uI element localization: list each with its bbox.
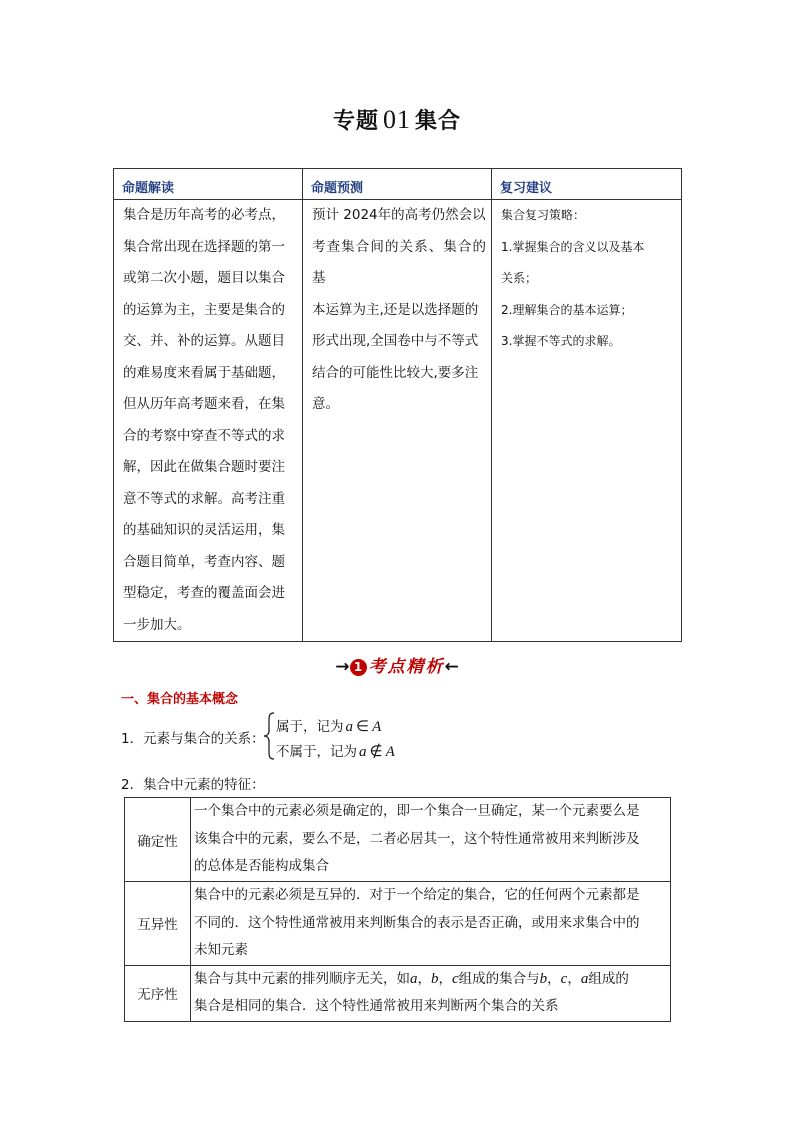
text-line: 意不等式的求解。高考注重 bbox=[123, 490, 285, 507]
feature-description: 一个集合中的元素必须是确定的，即一个集合一旦确定，某一个元素要么是 该集合中的元素，要么不是，二者必居其一，这个特性通常被用来判断涉及 的总体是否能构成集合 bbox=[191, 798, 671, 882]
text-line: 集合是历年高考的必考点， bbox=[123, 207, 285, 223]
left-brace-icon bbox=[263, 712, 275, 760]
features-table bbox=[124, 797, 671, 1022]
text-line: 或第二次小题，题目以集合 bbox=[123, 270, 285, 286]
text-line: 合的考察中穿查不等式的求 bbox=[123, 427, 285, 444]
table-row bbox=[125, 965, 671, 1021]
text-line: 的运算为主，主要是集合的 bbox=[123, 301, 285, 318]
number-badge-icon: 1 bbox=[350, 659, 367, 676]
title-number: 01 bbox=[383, 105, 411, 134]
text-line: 3.掌握不等式的求解。 bbox=[501, 334, 621, 348]
title-prefix: 专题 bbox=[332, 108, 379, 134]
table-row bbox=[125, 798, 671, 882]
overview-header-prediction: 命题预测 bbox=[303, 169, 492, 200]
banner-text: 考点精析 bbox=[368, 657, 445, 677]
text-line: 1.掌握集合的含义以及基本 bbox=[501, 239, 645, 254]
feature-name: 无序性 bbox=[125, 965, 191, 1021]
feature-description: 集合与其中元素的排列顺序无关，如a，b，c组成的集合与b，c，a组成的 集合是相同的集合．这个特性通常被用来判断两个集合的关系 bbox=[191, 965, 671, 1021]
text-line: 关系； bbox=[501, 271, 538, 285]
text-line: 但从历年高考题来看，在集 bbox=[123, 396, 285, 412]
relation-belongs: 属于，记为 a ∈ A bbox=[276, 719, 382, 735]
text-line: 集合常出现在选择题的第一 bbox=[123, 238, 285, 255]
text-line: 结合的可能性比较大,要多注 bbox=[312, 364, 479, 381]
interpretation-text bbox=[114, 200, 302, 641]
banner-arrow-left: → bbox=[335, 657, 350, 677]
overview-table bbox=[113, 168, 682, 642]
text-line: 本运算为主,还是以选择题的 bbox=[312, 301, 479, 318]
text-line: 解，因此在做集合题时要注 bbox=[123, 459, 285, 475]
relation-label: 1．元素与集合的关系： bbox=[121, 731, 265, 747]
overview-body-row bbox=[114, 200, 682, 642]
overview-header-interpretation: 命题解读 bbox=[114, 169, 303, 200]
feature-name: 互异性 bbox=[125, 882, 191, 966]
overview-prediction-cell bbox=[303, 200, 492, 642]
title-suffix: 集合 bbox=[415, 108, 462, 134]
text-line: 合题目简单，考查内容、题 bbox=[123, 553, 285, 570]
section-banner bbox=[0, 652, 794, 677]
text-line: 2.理解集合的基本运算； bbox=[501, 302, 633, 317]
text-line: 型稳定，考查的覆盖面会进 bbox=[123, 585, 285, 601]
overview-suggestion-cell bbox=[492, 200, 682, 642]
text-line: 的基础知识的灵活运用，集 bbox=[123, 522, 285, 538]
feature-description: 集合中的元素必须是互异的．对于一个给定的集合，它的任何两个元素都是 不同的．这个特性通常被用来判断集合的表示是否正确，或用来求集合中的 未知元素 bbox=[191, 882, 671, 966]
text-line: 考查集合间的关系、集合的基 bbox=[312, 238, 486, 286]
overview-interpretation-cell bbox=[114, 200, 303, 642]
text-line: 预计 2024年的高考仍然会以 bbox=[312, 207, 486, 223]
text-line: 一步加大。 bbox=[123, 616, 191, 633]
overview-header-row bbox=[114, 169, 682, 200]
prediction-text bbox=[303, 200, 491, 421]
overview-header-suggestion: 复习建议 bbox=[492, 169, 682, 200]
features-label: 2．集合中元素的特征： bbox=[121, 777, 265, 793]
relation-not-belongs: 不属于，记为 a ∉ A bbox=[276, 744, 395, 760]
suggestion-text bbox=[492, 200, 681, 358]
feature-name: 确定性 bbox=[125, 798, 191, 882]
page-title bbox=[0, 104, 794, 135]
text-line: 意。 bbox=[312, 396, 339, 412]
text-line: 集合复习策略： bbox=[501, 208, 586, 222]
banner-arrow-right: ← bbox=[444, 657, 459, 677]
text-line: 的难易度来看属于基础题， bbox=[123, 364, 285, 381]
text-line: 交、并、补的运算。从题目 bbox=[123, 333, 285, 349]
section-heading: 一、集合的基本概念 bbox=[121, 692, 239, 707]
table-row bbox=[125, 882, 671, 966]
text-line: 形式出现,全国卷中与不等式 bbox=[312, 333, 479, 349]
